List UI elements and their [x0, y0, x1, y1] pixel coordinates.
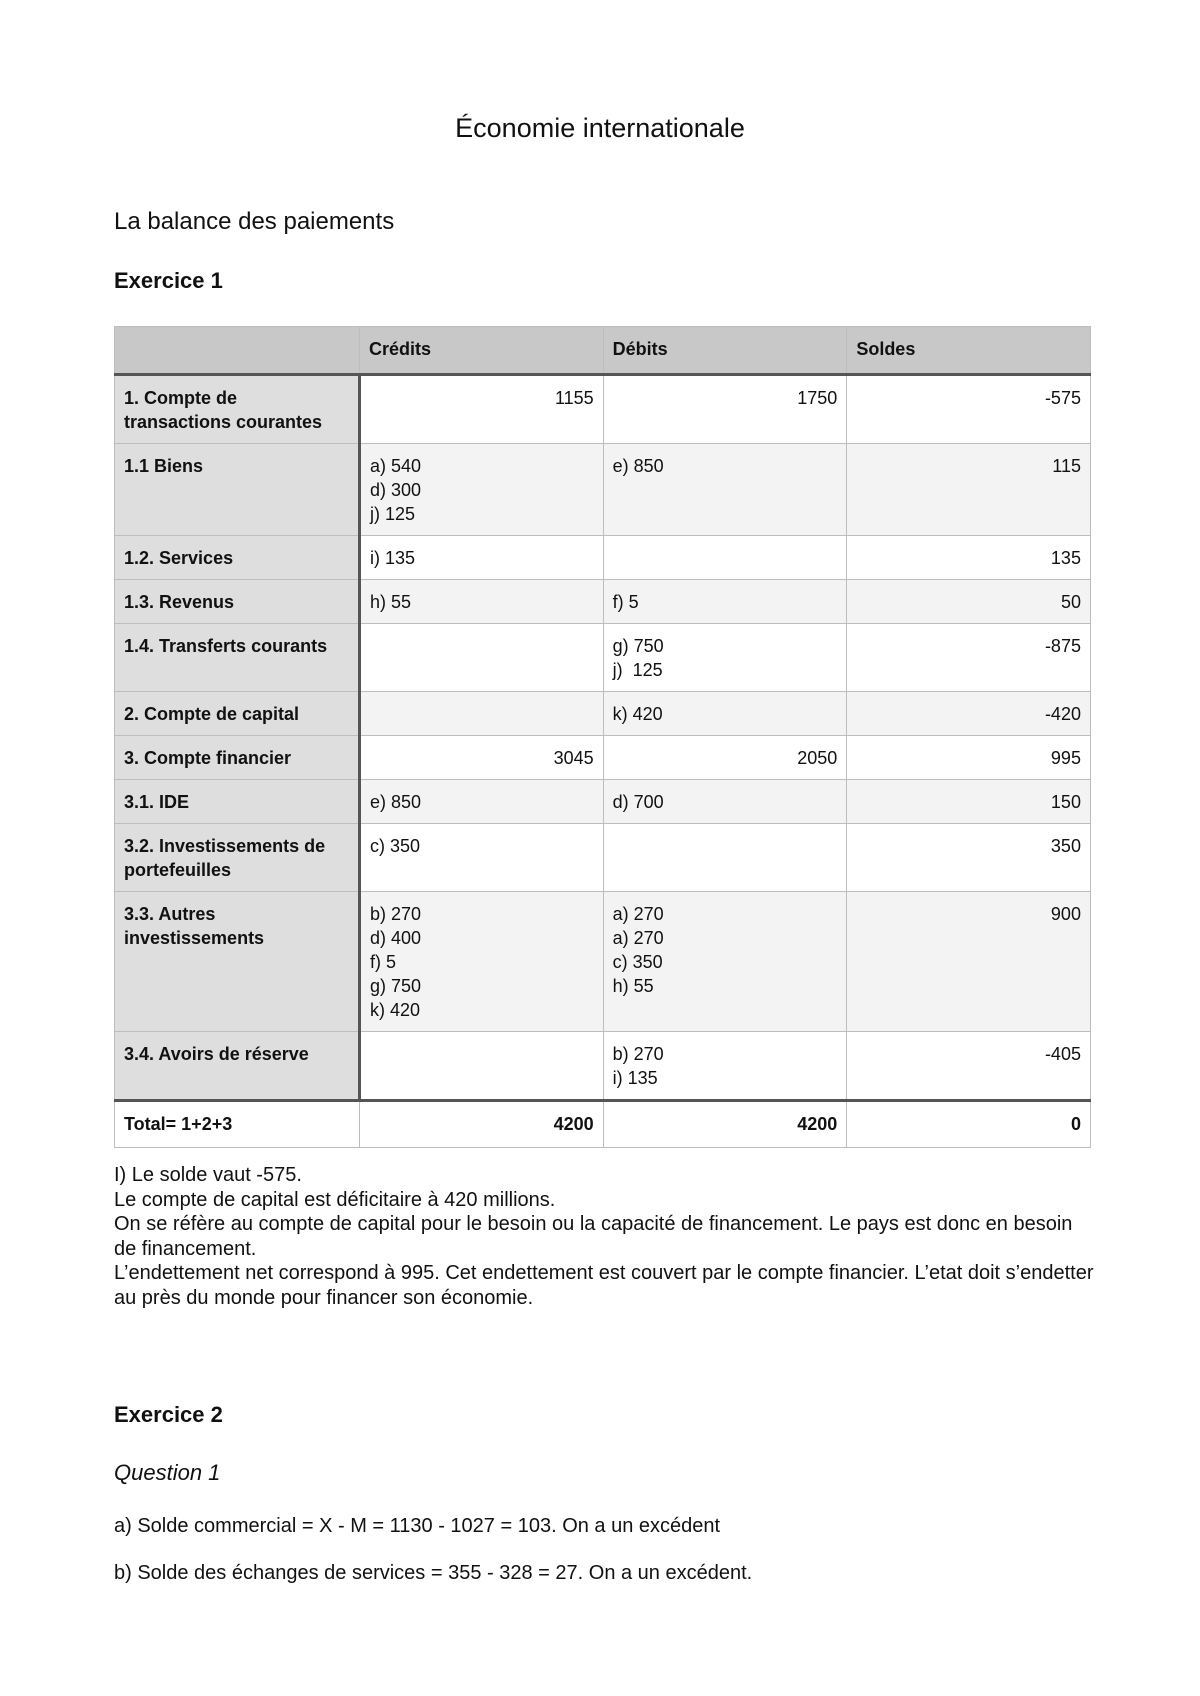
note-line: L’endettement net correspond à 995. Cet endettement est couvert par le compte financier. L’etat doit s’endetter au près du monde pour financer son économie.	[114, 1262, 1094, 1309]
credits-entry: i) 135	[370, 548, 416, 568]
debits-entry: a) 270	[612, 904, 664, 924]
credits-entry: k) 420	[370, 1000, 421, 1020]
debits-entry: i) 135	[612, 1068, 658, 1088]
solde-cell: 350	[847, 824, 1091, 892]
table-row	[115, 624, 1091, 692]
credits-cell	[360, 536, 604, 580]
debits-cell	[603, 692, 847, 736]
row-label: 1.1 Biens	[115, 444, 360, 536]
credits-entry: 1155	[554, 388, 594, 408]
table-header-row	[115, 327, 1091, 375]
credits-entry: 3045	[553, 748, 594, 768]
debits-entry: 1750	[797, 388, 838, 408]
table-body	[115, 375, 1091, 1101]
debits-cell	[603, 580, 847, 624]
balance-of-payments-table	[114, 326, 1091, 1148]
answer-b: b) Solde des échanges de services = 355 - 328 = 27. On a un excédent.	[114, 1562, 753, 1584]
exercise-2-heading: Exercice 2	[114, 1402, 223, 1427]
credits-entry: d) 400	[370, 928, 422, 948]
solde-cell: 115	[847, 444, 1091, 536]
debits-cell	[603, 780, 847, 824]
total-credits: 4200	[360, 1101, 604, 1148]
table-row	[115, 892, 1091, 1032]
total-row	[115, 1101, 1091, 1148]
header-debits: Débits	[603, 327, 847, 375]
credits-entry: f) 5	[370, 952, 397, 972]
row-label: 3.3. Autres investissements	[115, 892, 360, 1032]
answer-a: a) Solde commercial = X - M = 1130 - 1027 = 103. On a un excédent	[114, 1515, 721, 1537]
row-label: 3.4. Avoirs de réserve	[115, 1032, 360, 1101]
debits-entry: k) 420	[612, 704, 663, 724]
credits-entry: h) 55	[370, 592, 412, 612]
table-row	[115, 536, 1091, 580]
debits-cell	[603, 536, 847, 580]
table-row	[115, 692, 1091, 736]
solde-cell: 50	[847, 580, 1091, 624]
solde-cell: 150	[847, 780, 1091, 824]
credits-entry: b) 270	[370, 904, 422, 924]
row-label: 3. Compte financier	[115, 736, 360, 780]
debits-cell	[603, 736, 847, 780]
question-1-heading: Question 1	[114, 1460, 221, 1485]
debits-entry: j) 125	[612, 660, 663, 680]
note-line: I) Le solde vaut -575.	[114, 1164, 302, 1186]
credits-entry: e) 850	[370, 792, 422, 812]
header-credits: Crédits	[360, 327, 604, 375]
exercise-1-notes	[114, 1163, 1094, 1310]
total-debits: 4200	[603, 1101, 847, 1148]
credits-cell	[360, 780, 604, 824]
row-label: 1. Compte de transactions courantes	[115, 375, 360, 444]
note-line: On se réfère au compte de capital pour le besoin ou la capacité de financement. Le pays est donc en besoin de financement.	[114, 1213, 1073, 1260]
solde-cell: 135	[847, 536, 1091, 580]
table-row	[115, 780, 1091, 824]
solde-cell: 900	[847, 892, 1091, 1032]
debits-entry: b) 270	[612, 1044, 664, 1064]
table-row	[115, 824, 1091, 892]
solde-cell: -420	[847, 692, 1091, 736]
credits-entry: c) 350	[370, 836, 421, 856]
solde-cell: -875	[847, 624, 1091, 692]
credits-cell	[360, 1032, 604, 1101]
row-label: 1.4. Transferts courants	[115, 624, 360, 692]
credits-cell	[360, 444, 604, 536]
debits-entry: a) 270	[612, 928, 664, 948]
debits-entry: h) 55	[612, 976, 654, 996]
credits-entry: d) 300	[370, 480, 422, 500]
credits-cell	[360, 824, 604, 892]
row-label: 2. Compte de capital	[115, 692, 360, 736]
header-soldes: Soldes	[847, 327, 1091, 375]
credits-cell	[360, 892, 604, 1032]
debits-entry: 2050	[797, 748, 838, 768]
exercise-1-heading: Exercice 1	[114, 268, 223, 293]
solde-cell: 995	[847, 736, 1091, 780]
credits-cell	[360, 692, 604, 736]
debits-cell	[603, 892, 847, 1032]
debits-cell	[603, 624, 847, 692]
debits-cell	[603, 1032, 847, 1101]
debits-entry: c) 350	[612, 952, 663, 972]
table-row	[115, 580, 1091, 624]
document-title: Économie internationale	[455, 113, 745, 143]
note-line: Le compte de capital est déficitaire à 420 millions.	[114, 1188, 556, 1211]
credits-entry: g) 750	[370, 976, 422, 996]
credits-cell	[360, 375, 604, 444]
solde-cell: -575	[847, 375, 1091, 444]
table-row	[115, 375, 1091, 444]
debits-entry: e) 850	[612, 456, 664, 476]
credits-entry: a) 540	[370, 456, 422, 476]
solde-cell: -405	[847, 1032, 1091, 1101]
debits-cell	[603, 444, 847, 536]
header-empty	[115, 327, 360, 375]
credits-entry: j) 125	[370, 504, 416, 524]
row-label: 3.2. Investissements de portefeuilles	[115, 824, 360, 892]
debits-cell	[603, 375, 847, 444]
table-row	[115, 736, 1091, 780]
row-label: 3.1. IDE	[115, 780, 360, 824]
debits-cell	[603, 824, 847, 892]
table-row	[115, 444, 1091, 536]
debits-entry: f) 5	[612, 592, 639, 612]
total-label: Total= 1+2+3	[115, 1101, 360, 1148]
credits-cell	[360, 736, 604, 780]
credits-cell	[360, 624, 604, 692]
debits-entry: d) 700	[612, 792, 664, 812]
row-label: 1.3. Revenus	[115, 580, 360, 624]
credits-cell	[360, 580, 604, 624]
table-row	[115, 1032, 1091, 1101]
total-solde: 0	[847, 1101, 1091, 1148]
section-subtitle: La balance des paiements	[114, 208, 395, 235]
row-label: 1.2. Services	[115, 536, 360, 580]
debits-entry: g) 750	[612, 636, 664, 656]
